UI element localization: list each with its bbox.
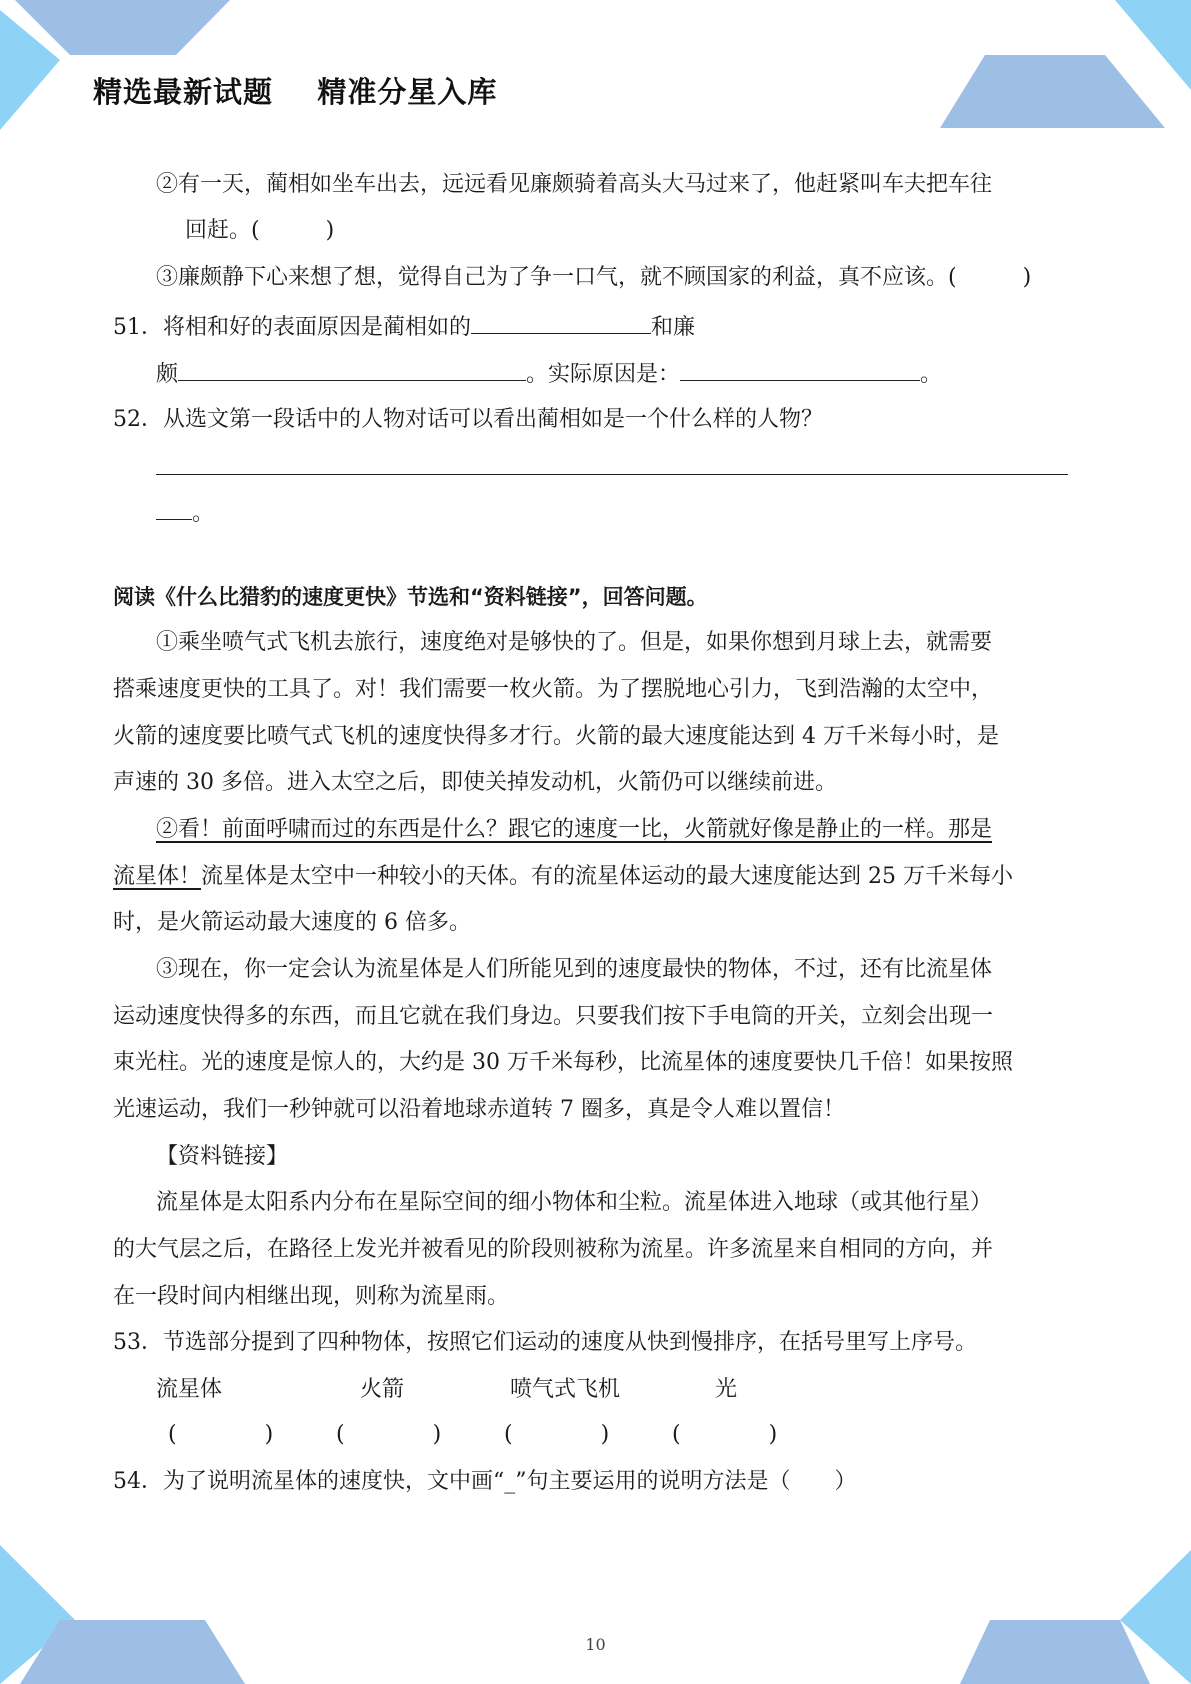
passage-p2-underlined-2: 流星体！ xyxy=(113,864,202,889)
answer-line-52[interactable] xyxy=(156,474,1068,475)
question-53: 53．节选部分提到了四种物体，按照它们运动的速度从快到慢排序，在括号里写上序号。 xyxy=(113,1330,977,1355)
object-label-meteoroid: 流星体 xyxy=(156,1377,223,1402)
item-2-line-1: ②有一天，蔺相如坐车出去，远远看见廉颇骑着高头大马过来了，他赶紧叫车夫把车往 xyxy=(156,172,993,197)
question-54: 54．为了说明流星体的速度快，文中画“_”句主要运用的说明方法是（ ） xyxy=(113,1469,857,1494)
answer-blank-51-3[interactable] xyxy=(680,358,920,381)
answer-bracket-rocket[interactable]: ( ) xyxy=(336,1422,442,1447)
question-51-line-1 xyxy=(113,311,695,343)
answer-blank-51-2[interactable] xyxy=(178,358,526,381)
question-51-text: 51．将相和好的表面原因是蔺相如的 xyxy=(113,315,471,340)
item-2-line-2: 回赶。( ) xyxy=(185,218,335,243)
passage-p2-line-2-rest: 流星体是太空中一种较小的天体。有的流星体运动的最大速度能达到 25 万千米每小 xyxy=(201,864,1013,889)
answer-bracket-jet-plane[interactable]: ( ) xyxy=(504,1422,610,1447)
question-51-text-5: 。 xyxy=(920,362,943,387)
answer-bracket-light[interactable]: ( ) xyxy=(672,1422,778,1447)
answer-blank-52-end[interactable] xyxy=(156,497,192,520)
passage-p1-line-1: ①乘坐喷气式飞机去旅行，速度绝对是够快的了。但是，如果你想到月球上去，就需要 xyxy=(156,630,993,655)
passage-p3-line-3: 束光柱。光的速度是惊人的，大约是 30 万千米每秒，比流星体的速度要快几千倍！如果按照 xyxy=(113,1050,1013,1075)
item-3: ③廉颇静下心来想了想，觉得自己为了争一口气，就不顾国家的利益，真不应该。( ) xyxy=(156,265,1032,290)
object-label-rocket: 火箭 xyxy=(360,1377,405,1402)
top-right-triangle xyxy=(1115,0,1191,90)
passage-p3-line-1: ③现在，你一定会认为流星体是人们所能见到的速度最快的物体，不过，还有比流星体 xyxy=(156,957,993,982)
answer-line-52-end xyxy=(156,497,214,529)
question-51-text-4: 。实际原因是： xyxy=(526,362,681,387)
question-52: 52．从选文第一段话中的人物对话可以看出蔺相如是一个什么样的人物？ xyxy=(113,407,823,432)
question-51-text-3: 颇 xyxy=(156,362,179,387)
passage-p1-line-3: 火箭的速度要比喷气式飞机的速度快得多才行。火箭的最大速度能达到 4 万千米每小时，是 xyxy=(113,724,999,749)
passage-p2-line-2 xyxy=(113,862,1013,892)
object-label-light: 光 xyxy=(715,1377,738,1402)
resource-link-title: 【资料链接】 xyxy=(156,1144,289,1169)
resource-link-line-3: 在一段时间内相继出现，则称为流星雨。 xyxy=(113,1284,510,1309)
passage-p3-line-2: 运动速度快得多的东西，而且它就在我们身边。只要我们按下手电筒的开关，立刻会出现一 xyxy=(113,1004,994,1029)
passage-p1-line-2: 搭乘速度更快的工具了。对！我们需要一枚火箭。为了摆脱地心引力，飞到浩瀚的太空中， xyxy=(113,677,994,702)
page-header-title: 精选最新试题 精准分星入库 xyxy=(93,75,498,109)
answer-bracket-meteoroid[interactable]: ( ) xyxy=(168,1422,274,1447)
question-51-line-2 xyxy=(156,358,942,390)
passage-p2-line-3: 时，是火箭运动最大速度的 6 倍多。 xyxy=(113,910,471,935)
top-right-trapezoid xyxy=(940,55,1165,128)
resource-link-line-1: 流星体是太阳系内分布在星际空间的细小物体和尘粒。流星体进入地球（或其他行星） xyxy=(156,1190,993,1215)
page-number: 10 xyxy=(585,1635,606,1654)
question-51-text-2: 和廉 xyxy=(651,315,696,340)
answer-blank-51-1[interactable] xyxy=(471,311,651,334)
reading-heading: 阅读《什么比猎豹的速度更快》节选和“资料链接”，回答问题。 xyxy=(113,585,708,609)
object-label-jet-plane: 喷气式飞机 xyxy=(510,1377,621,1402)
passage-p1-line-4: 声速的 30 多倍。进入太空之后，即使关掉发动机，火箭仍可以继续前进。 xyxy=(113,770,837,795)
question-52-end-mark: 。 xyxy=(192,501,215,526)
resource-link-line-2: 的大气层之后，在路径上发光并被看见的阶段则被称为流星。许多流星来自相同的方向，并 xyxy=(113,1237,994,1262)
passage-p3-line-4: 光速运动，我们一秒钟就可以沿着地球赤道转 7 圈多，真是令人难以置信！ xyxy=(113,1097,845,1122)
passage-p2-underlined-1: ②看！前面呼啸而过的东西是什么？跟它的速度一比，火箭就好像是静止的一样。那是 xyxy=(156,817,993,842)
